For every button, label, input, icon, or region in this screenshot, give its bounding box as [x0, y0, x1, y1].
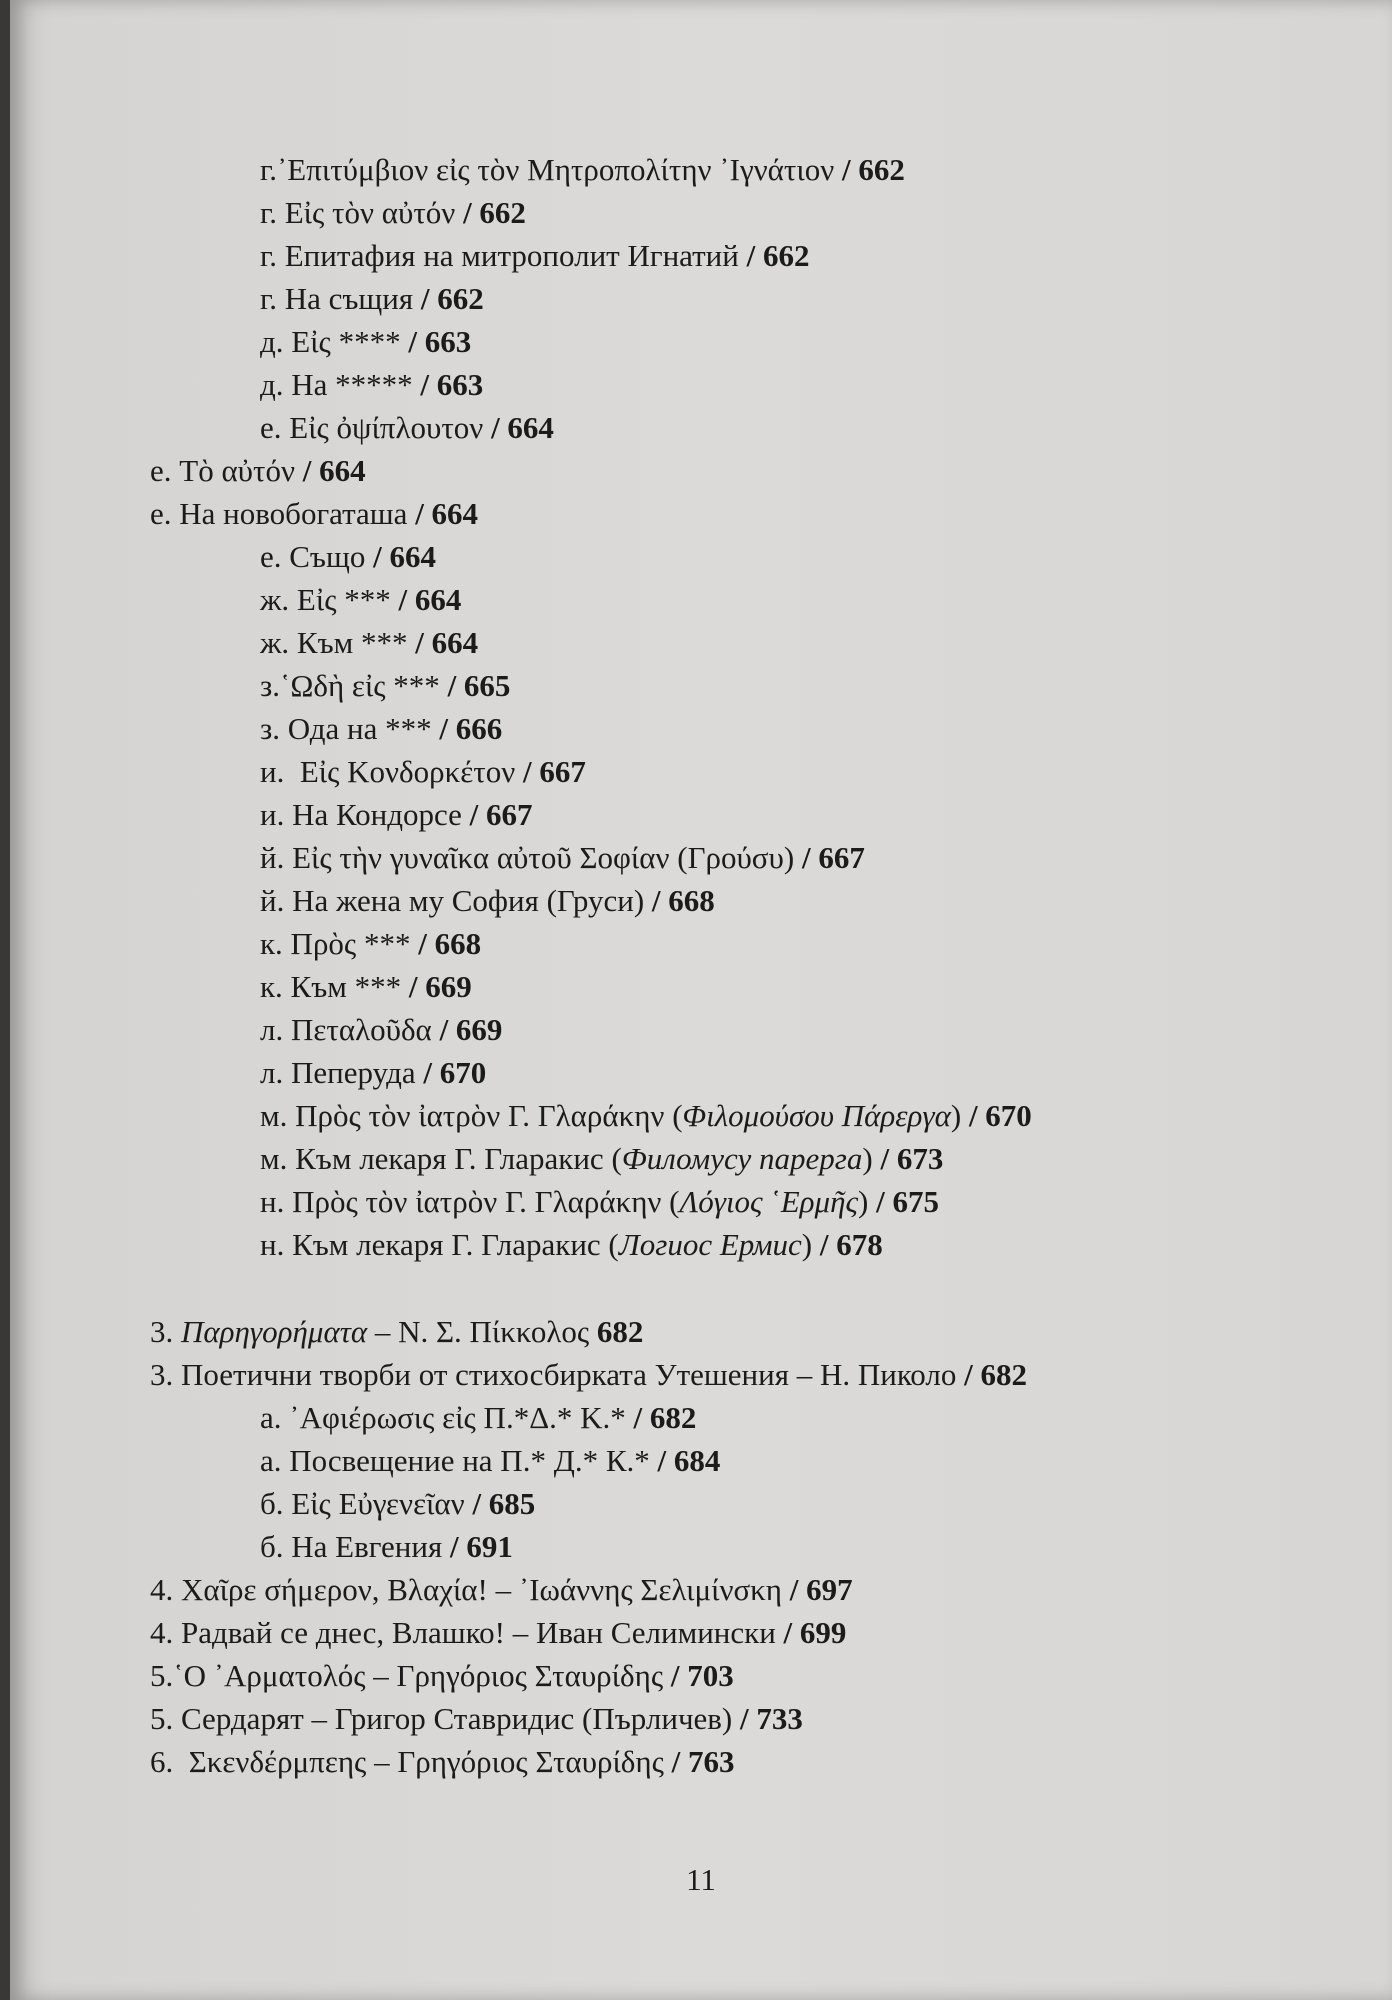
toc-entry-title: й. Εἰς τὴν γυναῖκα αὐτοῦ Σοφίαν (Γρούσυ)	[260, 840, 795, 875]
toc-entry-page: / 662	[420, 281, 484, 316]
toc-entry-page: / 670	[968, 1098, 1032, 1133]
toc-entry	[10, 1353, 1392, 1396]
toc-entry	[10, 148, 1392, 191]
toc-entry-title: е. Τὸ αὐτόν	[150, 453, 296, 488]
toc-entry	[10, 1482, 1392, 1525]
toc-entry	[10, 664, 1392, 707]
toc-entry-page: / 678	[819, 1227, 883, 1262]
toc-entry-page: / 666	[439, 711, 503, 746]
toc-entry-page: / 691	[450, 1529, 513, 1564]
toc-entry-page: / 667	[523, 754, 586, 789]
toc-entry-title: л. Πεταλοῦδα	[260, 1012, 432, 1047]
toc-entry	[10, 277, 1392, 320]
toc-entry-title: е. Също	[260, 539, 366, 574]
toc-entry-page: / 667	[469, 797, 533, 832]
toc-entry-title: е. На новобогаташа	[150, 496, 408, 531]
toc-entry-title: е. Εἰς ὀψίπλουτον	[260, 410, 484, 445]
toc-entry-page: / 663	[420, 367, 484, 402]
toc-entry-title: ж. Към ***	[260, 625, 408, 660]
toc-entry-title: 5. Сердарят – Григор Ставридис (Пърличев)	[150, 1701, 733, 1736]
toc-entry-title: и. Εἰς Κονδορκέτον	[260, 754, 516, 789]
toc-entry	[10, 578, 1392, 621]
toc-entry-page: / 664	[415, 625, 479, 660]
toc-entry-page: / 685	[472, 1486, 536, 1521]
toc-entry	[10, 1094, 1392, 1137]
toc-entry-page: / 675	[876, 1184, 939, 1219]
toc-entry	[10, 1137, 1392, 1180]
toc-entry-page: / 663	[408, 324, 472, 359]
toc-entry	[10, 1611, 1392, 1654]
toc-entry-title: 4. Χαῖρε σήμερον, Βλαχία! – ᾿Ιωάννης Σελιμίνσκη	[150, 1572, 783, 1607]
toc-entry-page: / 682	[964, 1357, 1027, 1392]
table-of-contents	[10, 148, 1392, 1783]
toc-entry-title: б. На Евгения	[260, 1529, 443, 1564]
toc-entry	[10, 1439, 1392, 1482]
toc-entry-title: з. Ода на ***	[260, 711, 432, 746]
toc-entry-title-suffix: – Ν. Σ. Πίκκολος	[367, 1314, 590, 1349]
toc-entry-page: / 668	[418, 926, 482, 961]
toc-entry-page: / 662	[746, 238, 810, 273]
toc-entry-title: л. Пеперуда	[260, 1055, 416, 1090]
toc-entry-page: / 665	[447, 668, 511, 703]
toc-entry-page: / 668	[651, 883, 715, 918]
toc-entry-page: / 670	[423, 1055, 487, 1090]
toc-entry-page: / 664	[415, 496, 479, 531]
toc-entry-page: / 684	[657, 1443, 721, 1478]
toc-entry-title: 6. Σκενδέρμπεης – Γρηγόριος Σταυρίδης	[150, 1744, 664, 1779]
toc-entry	[10, 449, 1392, 492]
toc-entry-title: и. На Кондорсе	[260, 797, 462, 832]
toc-entry	[10, 707, 1392, 750]
toc-entry-page: / 664	[302, 453, 366, 488]
toc-entry	[10, 320, 1392, 363]
toc-entry-title: й. На жена му София (Груси)	[260, 883, 645, 918]
toc-entry-title: 5.῾Ο ᾿Αρματολός – Γρηγόριος Σταυρίδης	[150, 1658, 664, 1693]
toc-entry-page: / 667	[801, 840, 865, 875]
toc-entry	[10, 965, 1392, 1008]
toc-entry-page: / 662	[841, 152, 905, 187]
toc-entry-italic-title: Λόγιος ῾Ερμῆς	[679, 1184, 859, 1219]
toc-entry-title-suffix: )	[950, 1098, 962, 1133]
toc-entry-page: / 697	[789, 1572, 853, 1607]
toc-entry-title: н. Към лекаря Г. Гларакис (	[260, 1227, 619, 1262]
toc-entry-italic-title: Филомусу парерга	[621, 1141, 863, 1176]
toc-entry	[10, 1051, 1392, 1094]
toc-entry-title-suffix: )	[858, 1184, 869, 1219]
toc-entry-title: 3.	[150, 1314, 181, 1349]
toc-entry-title: м. Към лекаря Г. Гларакис (	[260, 1141, 622, 1176]
toc-entry	[10, 750, 1392, 793]
toc-entry	[10, 1697, 1392, 1740]
toc-entry-title: г. Εἰς τὸν αὐτόν	[260, 195, 456, 230]
toc-entry-page: / 682	[633, 1400, 697, 1435]
toc-entry-page: / 669	[408, 969, 472, 1004]
toc-entry-title: д. Εἰς ****	[260, 324, 401, 359]
toc-entry-page: / 673	[880, 1141, 944, 1176]
toc-entry-title: б. Εἰς Εὐγενεῖαν	[260, 1486, 465, 1521]
toc-entry	[10, 1008, 1392, 1051]
toc-entry-title: н. Πρὸς τὸν ἰατρὸν Γ. Γλαράκην (	[260, 1184, 680, 1219]
toc-entry	[10, 793, 1392, 836]
toc-entry-title: д. На *****	[260, 367, 413, 402]
toc-entry-page: / 669	[439, 1012, 503, 1047]
toc-entry-page: / 664	[373, 539, 436, 574]
toc-entry-title: а. Посвещение на П.* Д.* К.*	[260, 1443, 650, 1478]
toc-entry-title: м. Πρὸς τὸν ἰατρὸν Γ. Γλαράκην (	[260, 1098, 683, 1133]
toc-entry-page: / 664	[491, 410, 554, 445]
toc-entry	[10, 879, 1392, 922]
toc-entry-page: / 703	[670, 1658, 734, 1693]
toc-entry	[10, 1310, 1392, 1353]
toc-entry-title-suffix: )	[801, 1227, 813, 1262]
toc-entry-title: 3. Поетични творби от стихосбирката Утешения – Н. Пиколо	[150, 1357, 957, 1392]
toc-entry-page: 682	[596, 1314, 644, 1349]
toc-entry	[10, 1740, 1392, 1783]
toc-entry-title: ж. Εἰς ***	[260, 582, 391, 617]
toc-entry-title: г. На същия	[260, 281, 414, 316]
toc-entry-title: к. Πρὸς ***	[260, 926, 411, 961]
toc-entry-title: з.῾Ωδὴ εἰς ***	[260, 668, 440, 703]
toc-entry	[10, 191, 1392, 234]
toc-entry-page: / 763	[671, 1744, 735, 1779]
toc-entry-title: к. Към ***	[260, 969, 402, 1004]
toc-entry-page: / 733	[740, 1701, 803, 1736]
toc-entry	[10, 1180, 1392, 1223]
toc-entry-title: 4. Радвай се днес, Влашко! – Иван Селимински	[150, 1615, 776, 1650]
toc-entry	[10, 1525, 1392, 1568]
toc-entry-title: а. ᾿Αφιέρωσις εἰς Π.*Δ.* Κ.*	[260, 1400, 626, 1435]
toc-entry	[10, 363, 1392, 406]
toc-entry-page: / 664	[398, 582, 462, 617]
toc-entry-page: / 699	[783, 1615, 847, 1650]
toc-entry-title-suffix: )	[862, 1141, 873, 1176]
book-page	[10, 0, 1392, 2000]
toc-entry	[10, 1396, 1392, 1439]
toc-entry	[10, 234, 1392, 277]
toc-entry-page: / 662	[463, 195, 526, 230]
toc-entry-italic-title: Логиос Ермис	[618, 1227, 802, 1262]
toc-entry	[10, 1568, 1392, 1611]
toc-entry	[10, 836, 1392, 879]
toc-entry-italic-title: Παρηγορήματα	[181, 1314, 368, 1349]
toc-entry	[10, 621, 1392, 664]
toc-entry	[10, 535, 1392, 578]
toc-entry-title: г.᾿Επιτύμβιον εἰς τὸν Μητροπολίτην ᾿Ιγνάτιον	[260, 152, 835, 187]
toc-entry-italic-title: Φιλομούσου Πάρεργα	[682, 1098, 951, 1133]
toc-entry-title: г. Епитафия на митрополит Игнатий	[260, 238, 739, 273]
toc-entry	[10, 1223, 1392, 1266]
toc-entry	[10, 492, 1392, 535]
toc-entry	[10, 1654, 1392, 1697]
page-number: 11	[686, 1862, 716, 1897]
toc-entry	[10, 406, 1392, 449]
toc-entry	[10, 922, 1392, 965]
